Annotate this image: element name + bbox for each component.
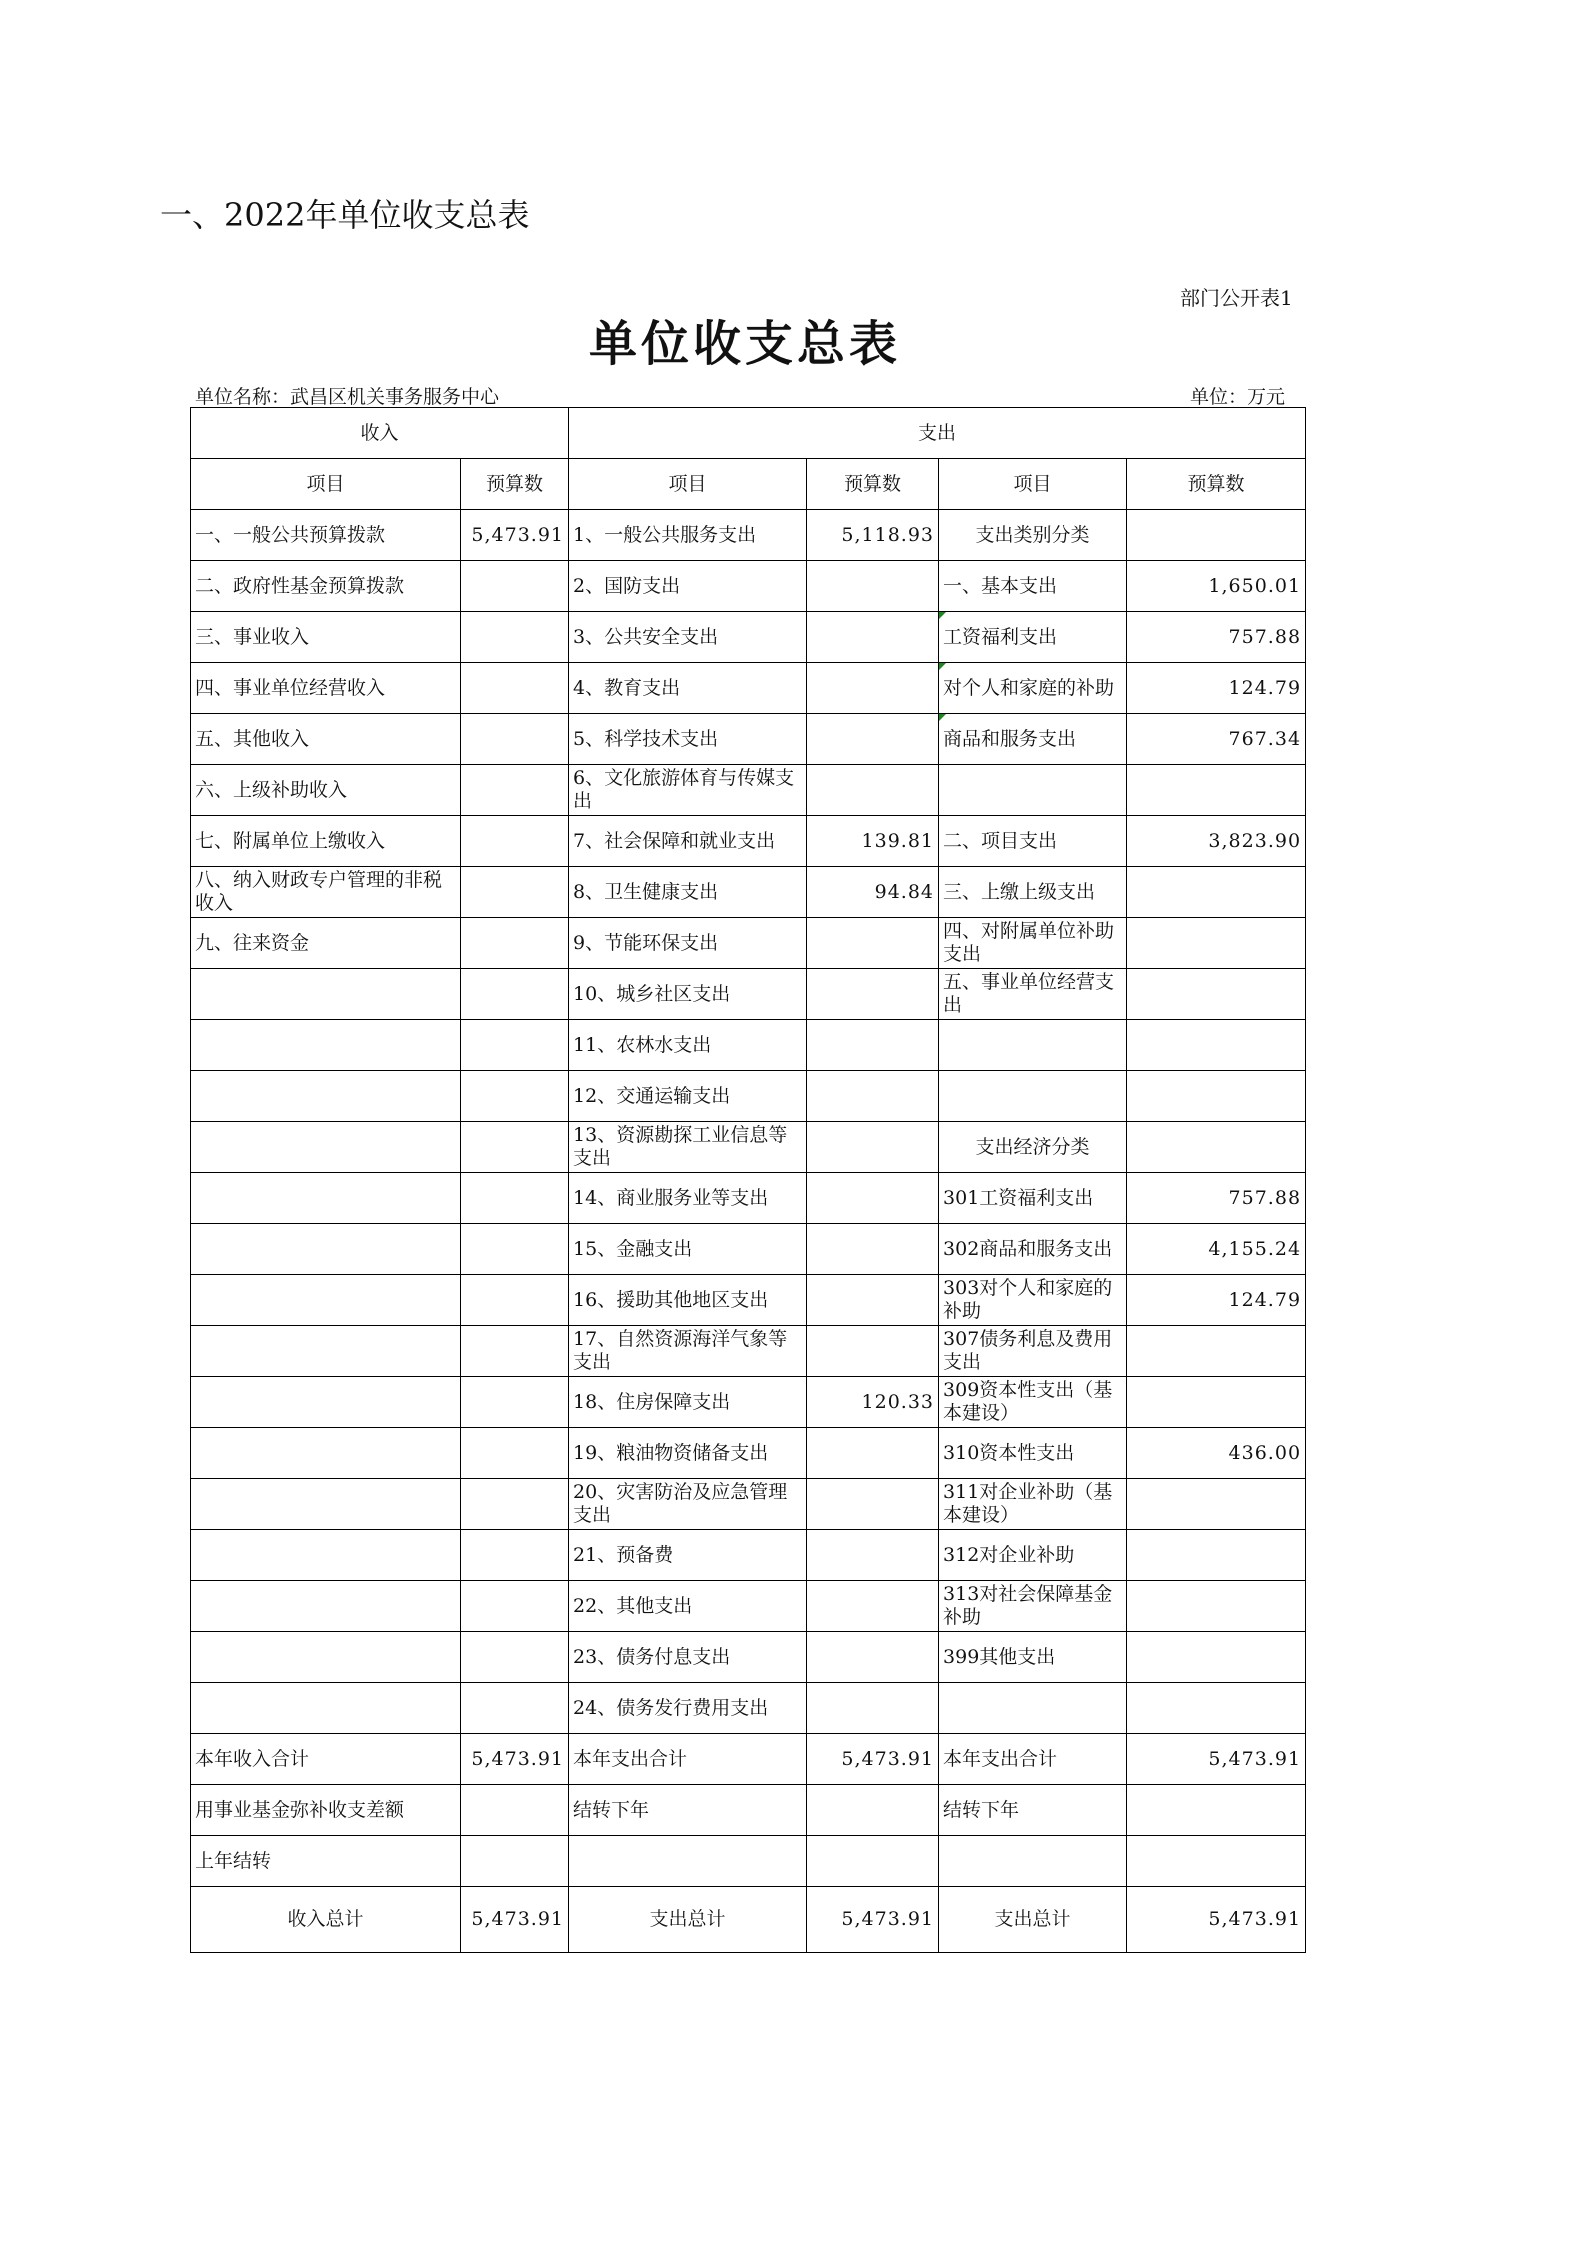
income-budget-cell bbox=[461, 1530, 569, 1581]
income-item-cell: 三、事业收入 bbox=[191, 612, 461, 663]
income-budget-cell: 5,473.91 bbox=[461, 510, 569, 561]
table-row bbox=[191, 1020, 1306, 1071]
expense-category-item-cell: 311对企业补助（基本建设） bbox=[939, 1479, 1127, 1530]
currency-unit: 单位：万元 bbox=[1190, 386, 1286, 408]
expense-function-item-cell: 9、节能环保支出 bbox=[569, 918, 807, 969]
expense-function-budget-cell: 5,473.91 bbox=[807, 1734, 939, 1785]
expense-function-budget-cell bbox=[807, 1428, 939, 1479]
expense-category-budget-cell: 5,473.91 bbox=[1127, 1734, 1306, 1785]
expense-function-item-cell: 22、其他支出 bbox=[569, 1581, 807, 1632]
income-item-cell: 收入总计 bbox=[191, 1887, 461, 1953]
unit-name: 单位名称：武昌区机关事务服务中心 bbox=[195, 386, 500, 408]
table-row bbox=[191, 663, 1306, 714]
income-budget-cell bbox=[461, 1683, 569, 1734]
expense-category-budget-cell bbox=[1127, 1479, 1306, 1530]
expense-function-budget-cell bbox=[807, 1632, 939, 1683]
income-item-cell: 上年结转 bbox=[191, 1836, 461, 1887]
expense-category-budget-cell: 124.79 bbox=[1127, 1275, 1306, 1326]
expense-category-item-cell: 本年支出合计 bbox=[939, 1734, 1127, 1785]
expense-category-budget-cell bbox=[1127, 918, 1306, 969]
expense-category-budget-cell: 5,473.91 bbox=[1127, 1887, 1306, 1953]
income-budget-cell bbox=[461, 1326, 569, 1377]
income-budget-cell bbox=[461, 612, 569, 663]
expense-function-item-cell: 5、科学技术支出 bbox=[569, 714, 807, 765]
income-item-cell bbox=[191, 1020, 461, 1071]
table-row bbox=[191, 1530, 1306, 1581]
expense-function-budget-cell bbox=[807, 1530, 939, 1581]
income-item-cell bbox=[191, 1224, 461, 1275]
income-item-cell: 本年收入合计 bbox=[191, 1734, 461, 1785]
table-row bbox=[191, 918, 1306, 969]
expense-function-budget-cell bbox=[807, 1173, 939, 1224]
expense-category-budget-cell bbox=[1127, 510, 1306, 561]
expense-category-item-cell: 307债务利息及费用支出 bbox=[939, 1326, 1127, 1377]
table-row bbox=[191, 714, 1306, 765]
income-budget-cell bbox=[461, 1224, 569, 1275]
col-header-function-item: 项目 bbox=[569, 459, 807, 510]
expense-function-item-cell: 12、交通运输支出 bbox=[569, 1071, 807, 1122]
income-item-cell bbox=[191, 969, 461, 1020]
income-item-cell bbox=[191, 1428, 461, 1479]
expense-category-budget-cell: 757.88 bbox=[1127, 1173, 1306, 1224]
expense-category-item-cell: 商品和服务支出 bbox=[939, 714, 1127, 765]
expense-category-budget-cell: 436.00 bbox=[1127, 1428, 1306, 1479]
expense-category-item-cell bbox=[939, 765, 1127, 816]
expense-function-item-cell bbox=[569, 1836, 807, 1887]
expense-function-budget-cell bbox=[807, 1683, 939, 1734]
col-header-category-item: 项目 bbox=[939, 459, 1127, 510]
expense-function-budget-cell bbox=[807, 1836, 939, 1887]
expense-function-item-cell: 2、国防支出 bbox=[569, 561, 807, 612]
col-header-income-item: 项目 bbox=[191, 459, 461, 510]
income-budget-cell bbox=[461, 1581, 569, 1632]
expense-category-item-cell: 301工资福利支出 bbox=[939, 1173, 1127, 1224]
expense-function-item-cell: 14、商业服务业等支出 bbox=[569, 1173, 807, 1224]
income-item-cell bbox=[191, 1530, 461, 1581]
income-budget-cell bbox=[461, 1275, 569, 1326]
expense-group-header: 支出 bbox=[569, 408, 1306, 459]
expense-category-budget-cell: 1,650.01 bbox=[1127, 561, 1306, 612]
income-item-cell bbox=[191, 1632, 461, 1683]
income-budget-cell bbox=[461, 1020, 569, 1071]
expense-category-budget-cell: 757.88 bbox=[1127, 612, 1306, 663]
expense-function-budget-cell bbox=[807, 1479, 939, 1530]
income-budget-cell bbox=[461, 1071, 569, 1122]
table-row bbox=[191, 969, 1306, 1020]
expense-function-budget-cell bbox=[807, 612, 939, 663]
expense-category-item-cell: 结转下年 bbox=[939, 1785, 1127, 1836]
expense-category-item-cell: 工资福利支出 bbox=[939, 612, 1127, 663]
expense-category-budget-cell bbox=[1127, 969, 1306, 1020]
expense-function-item-cell: 15、金融支出 bbox=[569, 1224, 807, 1275]
expense-category-item-cell bbox=[939, 1683, 1127, 1734]
expense-function-budget-cell: 94.84 bbox=[807, 867, 939, 918]
expense-function-item-cell: 10、城乡社区支出 bbox=[569, 969, 807, 1020]
expense-category-item-cell: 309资本性支出（基本建设） bbox=[939, 1377, 1127, 1428]
income-budget-cell bbox=[461, 918, 569, 969]
expense-category-budget-cell bbox=[1127, 1122, 1306, 1173]
expense-function-item-cell: 6、文化旅游体育与传媒支出 bbox=[569, 765, 807, 816]
expense-category-item-cell: 399其他支出 bbox=[939, 1632, 1127, 1683]
expense-function-budget-cell bbox=[807, 714, 939, 765]
expense-function-budget-cell bbox=[807, 1224, 939, 1275]
income-item-cell: 九、往来资金 bbox=[191, 918, 461, 969]
table-reference-label: 部门公开表1 bbox=[1180, 286, 1293, 310]
table-row bbox=[191, 1275, 1306, 1326]
table-row bbox=[191, 1173, 1306, 1224]
expense-category-item-cell: 302商品和服务支出 bbox=[939, 1224, 1127, 1275]
expense-category-item-cell: 310资本性支出 bbox=[939, 1428, 1127, 1479]
income-budget-cell bbox=[461, 714, 569, 765]
income-budget-cell bbox=[461, 969, 569, 1020]
table-row bbox=[191, 1836, 1306, 1887]
expense-function-budget-cell bbox=[807, 1785, 939, 1836]
expense-function-budget-cell bbox=[807, 1326, 939, 1377]
expense-category-item-cell: 312对企业补助 bbox=[939, 1530, 1127, 1581]
expense-category-budget-cell bbox=[1127, 1785, 1306, 1836]
income-item-cell: 用事业基金弥补收支差额 bbox=[191, 1785, 461, 1836]
expense-function-budget-cell bbox=[807, 1020, 939, 1071]
income-budget-cell bbox=[461, 1479, 569, 1530]
expense-category-budget-cell bbox=[1127, 1326, 1306, 1377]
expense-category-item-cell bbox=[939, 1020, 1127, 1071]
expense-function-item-cell: 8、卫生健康支出 bbox=[569, 867, 807, 918]
expense-function-item-cell: 3、公共安全支出 bbox=[569, 612, 807, 663]
expense-function-item-cell: 24、债务发行费用支出 bbox=[569, 1683, 807, 1734]
income-budget-cell bbox=[461, 1173, 569, 1224]
income-item-cell: 五、其他收入 bbox=[191, 714, 461, 765]
income-budget-cell bbox=[461, 663, 569, 714]
expense-function-budget-cell bbox=[807, 1275, 939, 1326]
group-header-row bbox=[191, 408, 1306, 459]
expense-category-item-cell bbox=[939, 1071, 1127, 1122]
income-item-cell bbox=[191, 1683, 461, 1734]
expense-function-budget-cell: 139.81 bbox=[807, 816, 939, 867]
expense-category-item-cell: 对个人和家庭的补助 bbox=[939, 663, 1127, 714]
income-expense-table bbox=[190, 407, 1306, 1953]
table-row bbox=[191, 1887, 1306, 1953]
table-row bbox=[191, 1734, 1306, 1785]
income-item-cell: 一、一般公共预算拨款 bbox=[191, 510, 461, 561]
expense-function-item-cell: 20、灾害防治及应急管理支出 bbox=[569, 1479, 807, 1530]
expense-category-budget-cell bbox=[1127, 1377, 1306, 1428]
expense-function-budget-cell bbox=[807, 918, 939, 969]
income-budget-cell bbox=[461, 765, 569, 816]
income-budget-cell bbox=[461, 1836, 569, 1887]
income-budget-cell: 5,473.91 bbox=[461, 1734, 569, 1785]
expense-category-budget-cell: 4,155.24 bbox=[1127, 1224, 1306, 1275]
col-header-category-budget: 预算数 bbox=[1127, 459, 1306, 510]
expense-category-item-cell: 一、基本支出 bbox=[939, 561, 1127, 612]
income-item-cell bbox=[191, 1377, 461, 1428]
expense-category-budget-cell bbox=[1127, 765, 1306, 816]
income-item-cell bbox=[191, 1479, 461, 1530]
expense-category-budget-cell bbox=[1127, 1530, 1306, 1581]
table-row bbox=[191, 1479, 1306, 1530]
expense-function-budget-cell bbox=[807, 1071, 939, 1122]
income-budget-cell bbox=[461, 1785, 569, 1836]
table-row bbox=[191, 867, 1306, 918]
income-budget-cell bbox=[461, 867, 569, 918]
expense-function-item-cell: 13、资源勘探工业信息等支出 bbox=[569, 1122, 807, 1173]
table-row bbox=[191, 1224, 1306, 1275]
expense-function-item-cell: 支出总计 bbox=[569, 1887, 807, 1953]
expense-function-budget-cell: 5,473.91 bbox=[807, 1887, 939, 1953]
income-budget-cell: 5,473.91 bbox=[461, 1887, 569, 1953]
expense-category-budget-cell: 767.34 bbox=[1127, 714, 1306, 765]
table-row bbox=[191, 510, 1306, 561]
income-budget-cell bbox=[461, 561, 569, 612]
section-heading: 一、2022年单位收支总表 bbox=[160, 196, 530, 234]
table-title: 单位收支总表 bbox=[588, 316, 901, 372]
col-header-function-budget: 预算数 bbox=[807, 459, 939, 510]
income-budget-cell bbox=[461, 1122, 569, 1173]
expense-category-budget-cell bbox=[1127, 1581, 1306, 1632]
table-row bbox=[191, 765, 1306, 816]
col-header-income-budget: 预算数 bbox=[461, 459, 569, 510]
income-budget-cell bbox=[461, 1377, 569, 1428]
income-budget-cell bbox=[461, 1632, 569, 1683]
table-row bbox=[191, 1683, 1306, 1734]
expense-function-item-cell: 7、社会保障和就业支出 bbox=[569, 816, 807, 867]
income-item-cell: 六、上级补助收入 bbox=[191, 765, 461, 816]
table-row bbox=[191, 1071, 1306, 1122]
income-item-cell: 七、附属单位上缴收入 bbox=[191, 816, 461, 867]
expense-category-budget-cell bbox=[1127, 1020, 1306, 1071]
expense-function-item-cell: 16、援助其他地区支出 bbox=[569, 1275, 807, 1326]
income-item-cell: 二、政府性基金预算拨款 bbox=[191, 561, 461, 612]
expense-function-item-cell: 18、住房保障支出 bbox=[569, 1377, 807, 1428]
expense-function-budget-cell bbox=[807, 1122, 939, 1173]
table-row bbox=[191, 612, 1306, 663]
expense-function-budget-cell bbox=[807, 969, 939, 1020]
expense-category-budget-cell bbox=[1127, 1836, 1306, 1887]
expense-function-budget-cell bbox=[807, 765, 939, 816]
income-item-cell: 四、事业单位经营收入 bbox=[191, 663, 461, 714]
expense-function-item-cell: 19、粮油物资储备支出 bbox=[569, 1428, 807, 1479]
table-row bbox=[191, 1326, 1306, 1377]
expense-category-item-cell: 五、事业单位经营支出 bbox=[939, 969, 1127, 1020]
expense-function-item-cell: 4、教育支出 bbox=[569, 663, 807, 714]
expense-function-item-cell: 11、农林水支出 bbox=[569, 1020, 807, 1071]
table-row bbox=[191, 816, 1306, 867]
table-row bbox=[191, 1122, 1306, 1173]
expense-category-budget-cell bbox=[1127, 867, 1306, 918]
table-row bbox=[191, 1632, 1306, 1683]
income-item-cell: 八、纳入财政专户管理的非税收入 bbox=[191, 867, 461, 918]
expense-category-item-cell: 303对个人和家庭的补助 bbox=[939, 1275, 1127, 1326]
income-item-cell bbox=[191, 1326, 461, 1377]
expense-category-budget-cell bbox=[1127, 1071, 1306, 1122]
income-item-cell bbox=[191, 1581, 461, 1632]
expense-category-budget-cell: 124.79 bbox=[1127, 663, 1306, 714]
expense-function-item-cell: 17、自然资源海洋气象等支出 bbox=[569, 1326, 807, 1377]
income-item-cell bbox=[191, 1122, 461, 1173]
income-group-header: 收入 bbox=[191, 408, 569, 459]
table-row bbox=[191, 1785, 1306, 1836]
expense-function-budget-cell: 5,118.93 bbox=[807, 510, 939, 561]
expense-function-budget-cell: 120.33 bbox=[807, 1377, 939, 1428]
column-header-row bbox=[191, 459, 1306, 510]
table-row bbox=[191, 1428, 1306, 1479]
income-item-cell bbox=[191, 1275, 461, 1326]
expense-function-budget-cell bbox=[807, 561, 939, 612]
income-item-cell bbox=[191, 1071, 461, 1122]
expense-category-budget-cell bbox=[1127, 1683, 1306, 1734]
income-item-cell bbox=[191, 1173, 461, 1224]
expense-category-item-cell: 支出类别分类 bbox=[939, 510, 1127, 561]
expense-category-item-cell: 支出总计 bbox=[939, 1887, 1127, 1953]
expense-category-item-cell: 支出经济分类 bbox=[939, 1122, 1127, 1173]
table-row bbox=[191, 561, 1306, 612]
expense-function-item-cell: 本年支出合计 bbox=[569, 1734, 807, 1785]
expense-category-budget-cell bbox=[1127, 1632, 1306, 1683]
expense-function-budget-cell bbox=[807, 663, 939, 714]
expense-category-budget-cell: 3,823.90 bbox=[1127, 816, 1306, 867]
expense-function-budget-cell bbox=[807, 1581, 939, 1632]
expense-category-item-cell: 二、项目支出 bbox=[939, 816, 1127, 867]
income-budget-cell bbox=[461, 1428, 569, 1479]
expense-function-item-cell: 1、一般公共服务支出 bbox=[569, 510, 807, 561]
expense-category-item-cell bbox=[939, 1836, 1127, 1887]
table-row bbox=[191, 1377, 1306, 1428]
income-budget-cell bbox=[461, 816, 569, 867]
expense-function-item-cell: 21、预备费 bbox=[569, 1530, 807, 1581]
expense-category-item-cell: 313对社会保障基金补助 bbox=[939, 1581, 1127, 1632]
expense-function-item-cell: 23、债务付息支出 bbox=[569, 1632, 807, 1683]
table-row bbox=[191, 1581, 1306, 1632]
expense-function-item-cell: 结转下年 bbox=[569, 1785, 807, 1836]
expense-category-item-cell: 三、上缴上级支出 bbox=[939, 867, 1127, 918]
expense-category-item-cell: 四、对附属单位补助支出 bbox=[939, 918, 1127, 969]
